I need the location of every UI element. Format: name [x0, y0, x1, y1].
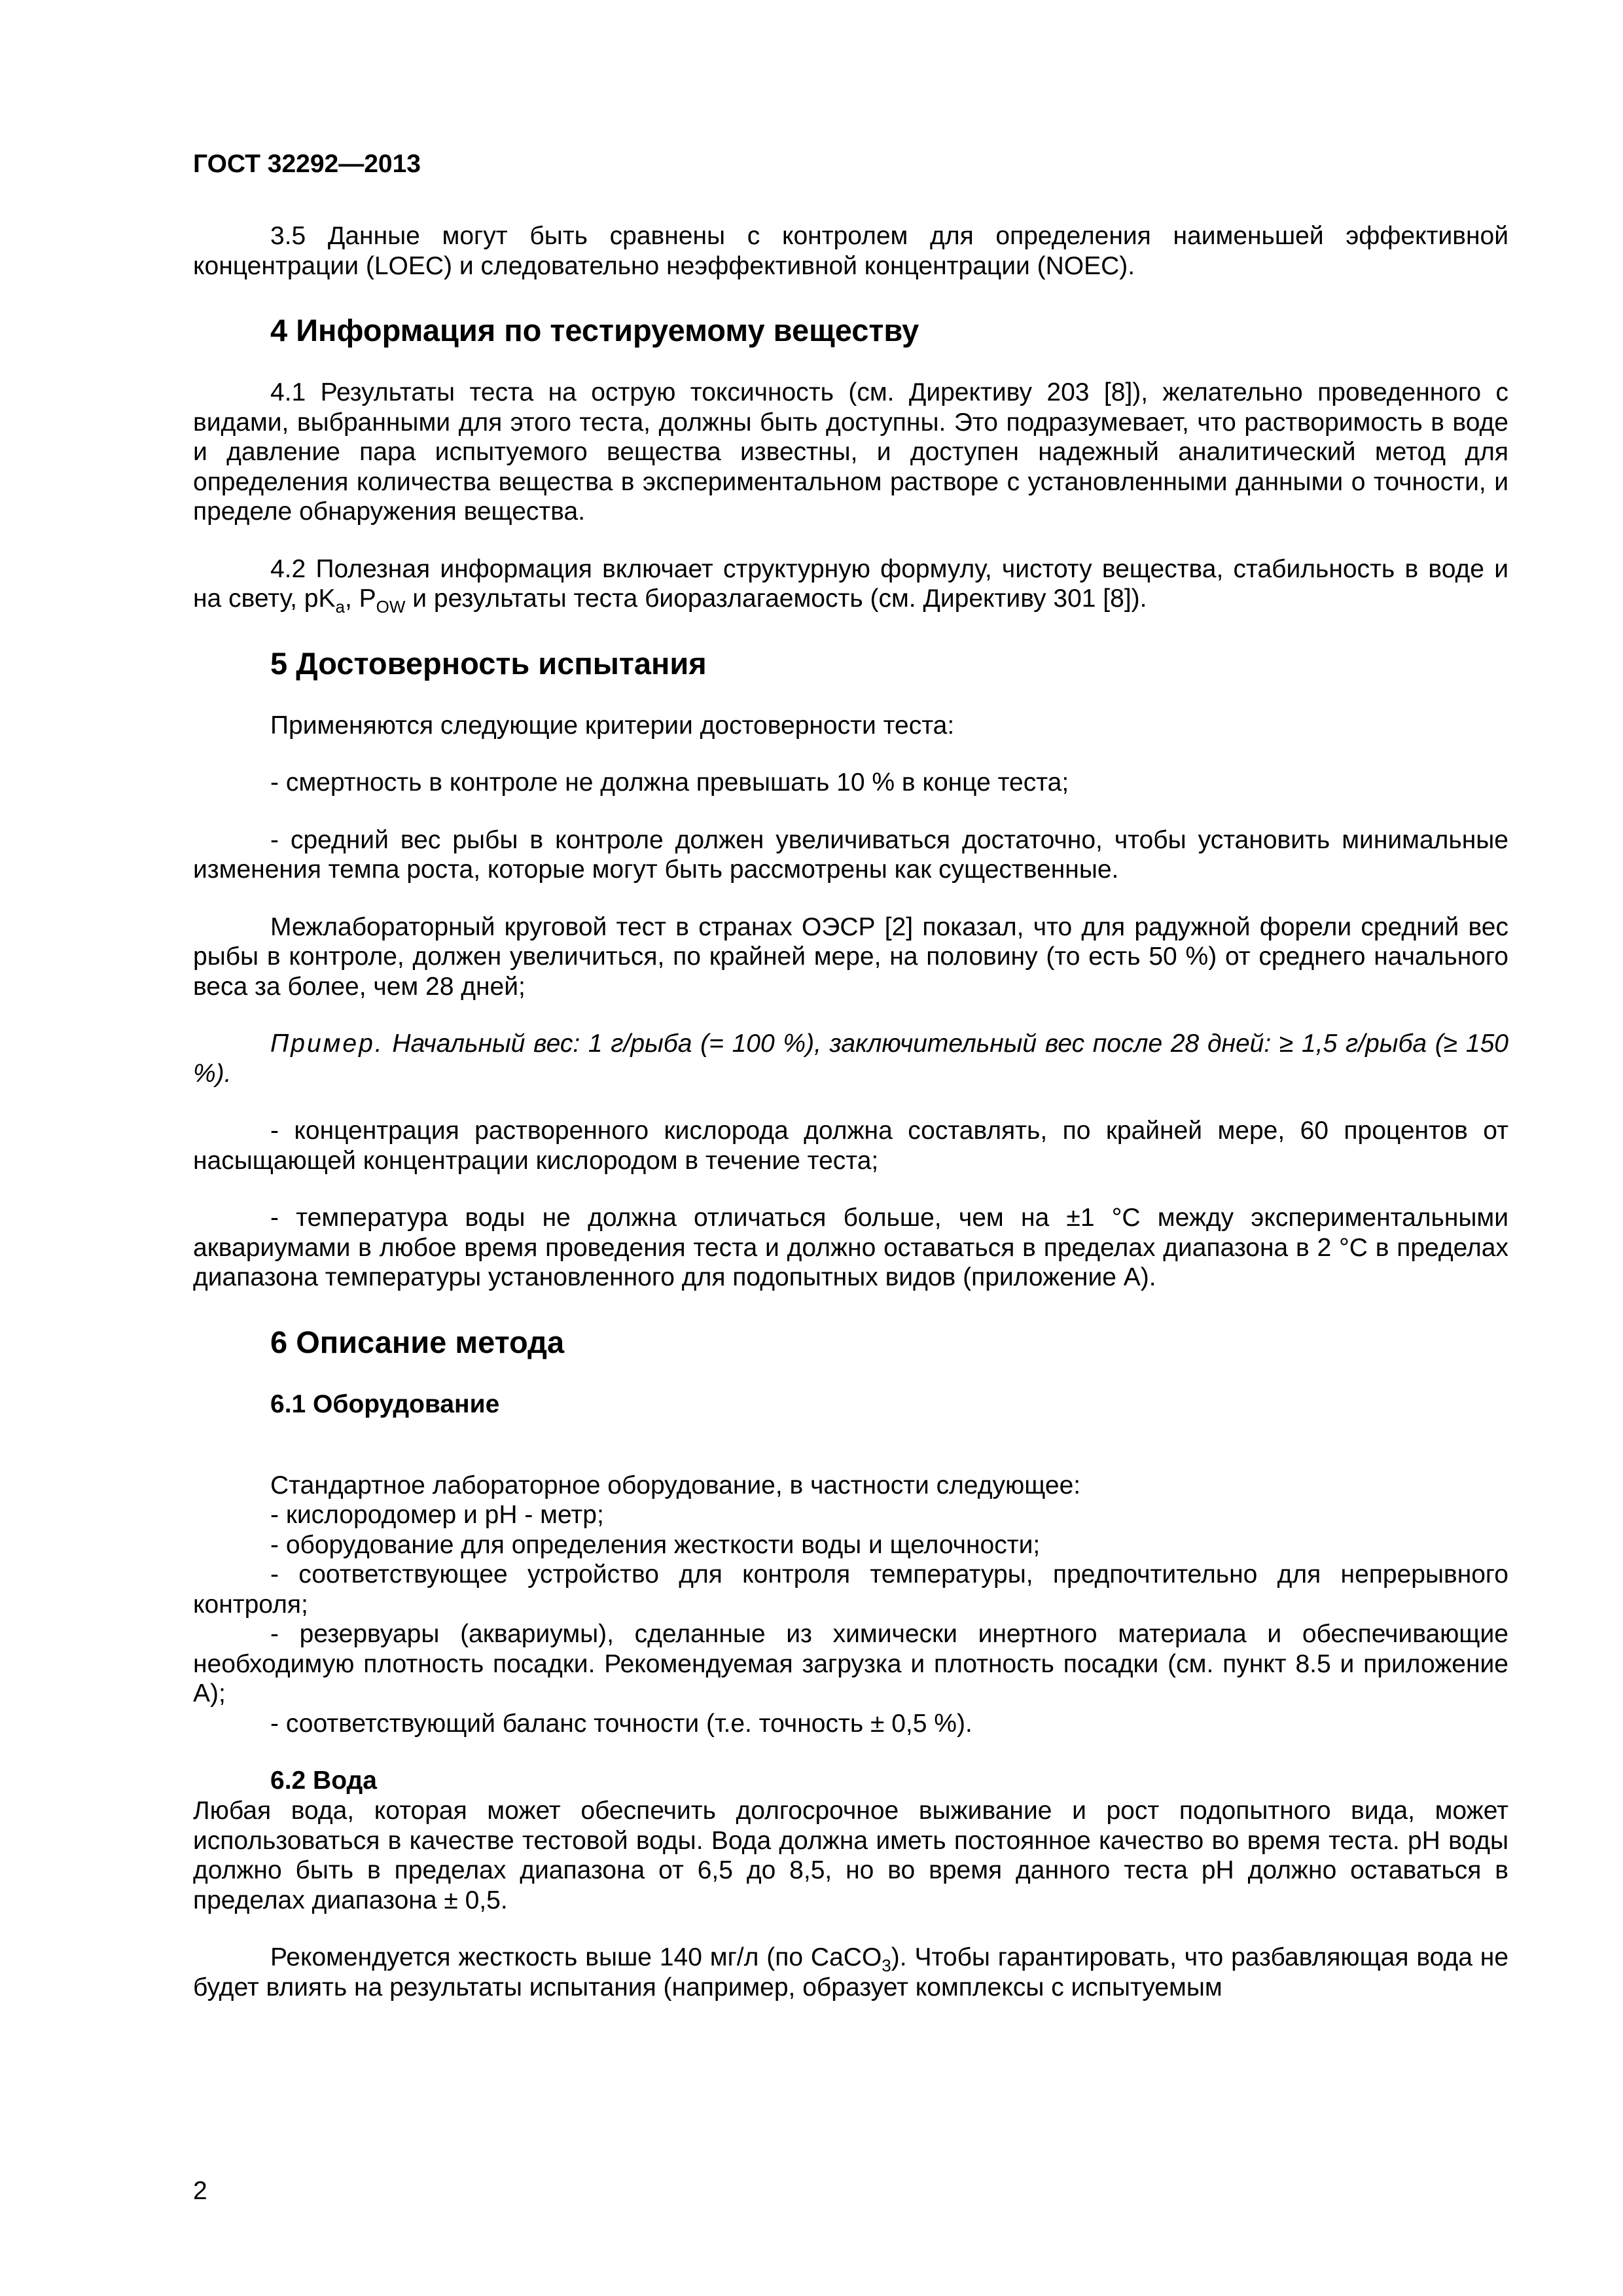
subsection-6-1-title: 6.1 Оборудование [270, 1390, 500, 1418]
water-paragraph-2 [193, 1943, 1508, 2002]
validity-item-temperature: - температура воды не должна отличаться больше, чем на ±1 °С между экспериментальными аквариумами в любое время проведения теста и должно оставаться в пределах диапазона в 2 °С в пределах диапазона температуры установленного для подопытных видов (приложение А). [193, 1204, 1508, 1291]
document-code: ГОСТ 32292—2013 [193, 150, 421, 178]
paragraph-4-2-start: 4.2 Полезная информация включает структурную формулу, чистоту вещества, стабильность в воде и на свету, pK [193, 554, 1508, 613]
subsection-6-2-title: 6.2 Вода [270, 1767, 377, 1795]
paragraph-3-5: 3.5 Данные могут быть сравнены с контролем для определения наименьшей эффективной концентрации (LOEC) и следовательно неэффективной концентрации (NOEC). [193, 222, 1508, 280]
paragraph-4-2 [193, 554, 1508, 617]
validity-intro: Применяются следующие критерии достоверности теста: [270, 711, 955, 740]
document-page [193, 149, 1508, 2030]
subscript-a: a [335, 596, 345, 617]
equipment-item-tanks: - резервуары (аквариумы), сделанные из химически инертного материала и обеспечивающие необходимую плотность посадки. Рекомендуемая загрузка и плотность посадки (см. пункт 8.5 и приложение А); [193, 1620, 1508, 1708]
equipment-item-hardness: - оборудование для определения жесткости воды и щелочности; [270, 1530, 1041, 1559]
equipment-intro: Стандартное лабораторное оборудование, в частности следующее: [270, 1471, 1081, 1499]
example-note [193, 1029, 1508, 1088]
section-4-title: 4 Информация по тестируемому веществу [270, 313, 919, 348]
equipment-item-balance: - соответствующий баланс точности (т.е. точность ± 0,5 %). [270, 1709, 972, 1738]
validity-item-mortality: - смертность в контроле не должна превышать 10 % в конце теста; [270, 768, 1069, 797]
water-section [193, 1796, 1508, 2002]
subscript-3: 3 [882, 1955, 891, 1975]
paragraph-4-2-mid: , P [344, 584, 376, 613]
example-label: Пример. [270, 1030, 384, 1058]
example-text: Начальный вес: 1 г/рыба (= 100 %), заключительный вес после 28 дней: ≥ 1,5 г/рыба (≥ 150 %). [193, 1030, 1508, 1088]
subscript-ow: OW [376, 596, 406, 617]
water-paragraph-1: Любая вода, которая может обеспечить долгосрочное выживание и рост подопытного вида, может использоваться в качестве тестовой воды. Вода должна иметь постоянное качество во время теста. pH воды должно быть в пределах диапазона от 6,5 до 8,5, но во время данного теста pH должно оставаться в пределах диапазона ± 0,5. [193, 1797, 1508, 1914]
equipment-item-oxygen-meter: - кислородомер и pH - метр; [270, 1501, 604, 1529]
paragraph-4-1: 4.1 Результаты теста на острую токсичность (см. Директиву 203 [8]), желательно проведенного с видами, выбранными для этого теста, должны быть доступны. Это подразумевает, что растворимость в воде и давление пара испытуемого вещества известны, и доступен надежный аналитический метод для определения количества вещества в экспериментальном растворе с установленными данными о точности, и пределе обнаружения вещества. [193, 378, 1508, 526]
water-paragraph-2-end: ). Чтобы гарантировать, что разбавляющая вода не будет влиять на результаты испытания (например, образует комплексы с испытуемым [193, 1943, 1509, 2001]
page-number: 2 [193, 2177, 207, 2205]
equipment-list [193, 1471, 1508, 1739]
section-6-title: 6 Описание метода [270, 1324, 565, 1359]
water-paragraph-2-start: Рекомендуется жесткость выше 140 мг/л (по CaCO [270, 1943, 882, 1971]
validity-item-oxygen: - концентрация растворенного кислорода должна составлять, по крайней мере, 60 процентов от насыщающей концентрации кислородом в течение теста; [193, 1117, 1508, 1175]
equipment-item-temperature: - соответствующее устройство для контроля температуры, предпочтительно для непрерывного контроля; [193, 1560, 1508, 1619]
paragraph-4-2-end: и результаты теста биоразлагаемость (см. Директиву 301 [8]). [405, 584, 1147, 613]
section-5-title: 5 Достоверность испытания [270, 645, 707, 681]
validity-item-weight: - средний вес рыбы в контроле должен увеличиваться достаточно, чтобы установить минимальные изменения темпа роста, которые могут быть рассмотрены как существенные. [193, 825, 1508, 884]
interlab-paragraph: Межлабораторный круговой тест в странах ОЭСР [2] показал, что для радужной форели средний вес рыбы в контроле, должен увеличиться, по крайней мере, на половину (то есть 50 %) от среднего начального веса за более, чем 28 дней; [193, 912, 1508, 1001]
